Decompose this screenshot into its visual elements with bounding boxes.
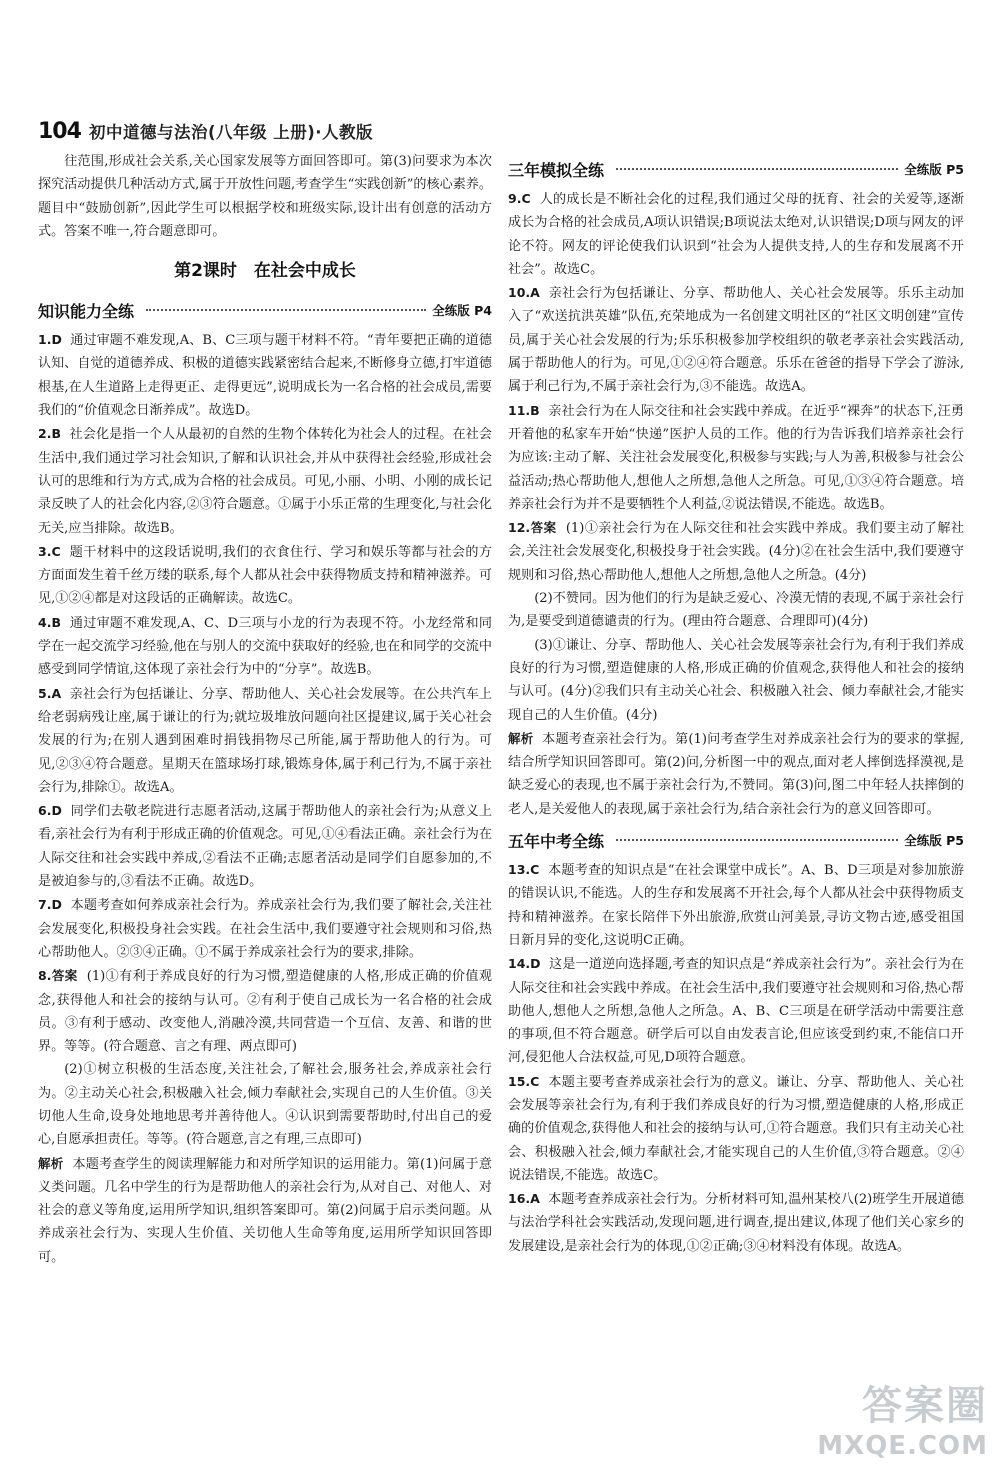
question-number: 8.答案 xyxy=(38,968,78,984)
question-number: 12.答案 xyxy=(508,520,557,536)
book-title: 初中道德与法治(八年级 上册)·人教版 xyxy=(88,123,374,142)
question-number: 14.D xyxy=(508,956,541,972)
answer-item xyxy=(38,328,492,422)
answer-text: (1)①亲社会行为在人际交往和社会实践中养成。我们要主动了解社会,关注社会发展变化,积极投身于社会实践。(4分)②在社会生活中,我们要遵守规则和习俗,热心帮助他人,想他人之所想,急他人之所急。(4分) xyxy=(508,521,965,583)
answer-text: 题干材料中的这段话说明,我们的衣食住行、学习和娱乐等都与社会的方方面面发生着千丝万缕的联系,每个人都从社会中获得物质支持和精神滋养。可见,①②④都是对这段话的正确解读。故选C。 xyxy=(38,544,492,607)
answer-item xyxy=(508,1187,964,1258)
right-column xyxy=(508,150,964,1258)
section-name: 三年模拟全练 xyxy=(508,160,605,180)
answer-text: 社会化是指一个人从最初的自然的生物个体转化为社会人的过程。在社会生活中,我们通过学习社会知识,了解和认识社会,并从中获得社会经验,形成社会认可的思维和行为方式,成为合格的社会成员。可见,小丽、小明、小刚的成长记录反映了人的社会化内容,②③符合题意。①属于小乐正常的生理变化,与社会化无关,应当排除。故选B。 xyxy=(38,427,493,536)
question-number: 3.C xyxy=(38,543,61,559)
question-number: 11.B xyxy=(508,402,540,418)
answer-item xyxy=(508,281,964,398)
analysis-label: 解析 xyxy=(508,730,534,746)
question-number: 7.D xyxy=(38,897,62,913)
answer-text: 通过审题不难发现,A、C、D三项与小龙的行为表现不符。小龙经常和同学在一起交流学习经验,他在与别人的交流中获取好的经验,也在和同学的交流中感受到同学情谊,这体现了亲社会行为中的“分享”。故选B。 xyxy=(38,615,492,678)
question-number: 2.B xyxy=(38,426,61,442)
answer-text-part2: (2)不赞同。因为他们的行为是缺乏爱心、冷漠无情的表现,不属于亲社会行为,是要受到道德谴责的行为。(理由符合题意、合理即可)(4分) xyxy=(508,591,964,630)
answer-item xyxy=(38,893,492,964)
watermark-logo-text: 答案圈 xyxy=(862,1383,988,1429)
section-header-three-year xyxy=(508,154,964,184)
question-number: 10.A xyxy=(508,285,540,301)
question-number: 16.A xyxy=(508,1191,540,1207)
answer-text: 通过审题不难发现,A、B、C三项与题干材料不符。“青年要把正确的道德认知、自觉的道德养成、积极的道德实践紧密结合起来,不断修身立德,打牢道德根基,在人生道路上走得更正、走得更远”,说明成长为一名合格的社会成员,需要我们的“价值观念日渐养成”。故选D。 xyxy=(38,333,492,419)
section-ref: 全练版 P4 xyxy=(432,303,492,319)
section-ref: 全练版 P5 xyxy=(904,833,964,849)
analysis-text: 本题考查亲社会行为。第(1)问考查学生对养成亲社会行为的要求的掌握,结合所学知识回答即可。第(2)问,分析图一中的观点,面对老人摔倒选择漠视,是缺乏爱心的表现,也不属于亲社会行为,不赞同。第(3)问,图二中年轻人扶摔倒的老人,是关爱他人的表现,属于亲社会行为,结合亲社会行为的意义回答即可。 xyxy=(508,731,964,817)
answer-item xyxy=(508,187,964,281)
page-header xyxy=(38,112,638,150)
answer-item xyxy=(38,682,492,799)
watermark xyxy=(817,1374,988,1461)
analysis-label: 解析 xyxy=(38,1155,64,1171)
answer-item xyxy=(38,611,492,682)
answer-text: 这是一道逆向选择题,考查的知识点是“养成亲社会行为”。亲社会行为在人际交往和社会实践中养成。在社会生活中,我们要遵守社会规则和习俗,热心帮助他人,想他人之所想,急他人之所急。A、B、C三项是在研学活动中需要注意的事项,但不符合题意。研学后可以自由发表言论,但应该受到约束,不能信口开河,侵犯他人合法权益,可见,D项符合题意。 xyxy=(508,957,964,1066)
analysis-text: 本题考查学生的阅读理解能力和对所学知识的运用能力。第(1)问属于意义类问题。几名中学生的行为是帮助他人的亲社会行为,从对自己、对他人、对社会的意义等角度,运用所学知识,组织答案即可。第(2)问属于启示类问题。从养成亲社会行为、实现人生价值、关切他人生命等角度,运用所学知识回答即可。 xyxy=(38,1156,492,1265)
watermark-url: MXQE.COM xyxy=(817,1431,988,1461)
section-divider xyxy=(616,168,898,170)
answer-text: 亲社会行为包括谦让、分享、帮助他人、关心社会发展等。乐乐主动加入了“欢送抗洪英雄”队伍,充荣地成为一名创建文明社区的“社区文明创建”宣传员,属于关心社会发展的行为;乐乐积极参加学校组织的敬老孝亲社会实践活动,属于帮助他人的行为。可见,①②④符合题意。乐乐在爸爸的指导下学会了游泳,属于利己行为,不属于亲社会行为,③不能选。故选A。 xyxy=(508,286,965,395)
answer-item xyxy=(508,1070,964,1187)
section-name: 知识能力全练 xyxy=(38,301,135,321)
answer-text: 本题考查如何养成亲社会行为。养成亲社会行为,我们要了解社会,关注社会发展变化,积极投身社会实践。在社会生活中,我们要遵守社会规则和习俗,热心帮助他人。②③④正确。①不属于养成亲社会行为的要求,排除。 xyxy=(38,898,493,960)
question-number: 15.C xyxy=(508,1073,540,1089)
answer-text: (1)①有利于养成良好的行为习惯,塑造健康的人格,形成正确的价值观念,获得他人和社会的接纳与认可。②有利于使自己成长为一名合格的社会成员。③有利于感动、改变他人,消融冷漠,共同营造一个互信、友善、和谐的世界。等等。(符合题意、言之有理、两点即可) xyxy=(38,969,492,1055)
answer-text-part3: (3)①谦让、分享、帮助他人、关心社会发展等亲社会行为,有利于我们养成良好的行为习惯,塑造健康的人格,形成正确的价值观念,获得他人和社会的接纳与认可。(4分)②我们只有主动关心社会、积极融入社会、倾力奉献社会,才能实现自己的人生价值。(4分) xyxy=(508,637,964,723)
answer-item-12 xyxy=(508,516,964,587)
answer-item xyxy=(38,422,492,539)
question-number: 9.C xyxy=(508,191,531,206)
answer-text: 同学们去敬老院进行志愿者活动,这属于帮助他人的亲社会行为;从意义上看,亲社会行为有利于形成正确的价值观念。可见,①④看法正确。亲社会行为在人际交往和社会实践中养成,②看法不正确;志愿者活动是同学们自愿参加的,不是被迫参与的,③看法不正确。故选D。 xyxy=(38,804,492,890)
answer-text-part2: (2)①树立积极的生活态度,关注社会,了解社会,服务社会,养成亲社会行为。②主动关心社会,积极融入社会,倾力奉献社会,实现自己的人生价值。③关切他人生命,设身处地地思考并善待他人。④认识到需要帮助时,付出自己的爱心,自愿承担责任。等等。(符合题意,言之有理,三点即可) xyxy=(38,1062,492,1148)
answer-text: 人的成长是不断社会化的过程,我们通过父母的抚育、社会的关爱等,逐渐成长为合格的社会成员,A项认识错误;B项说法太绝对,认识错误;D项与网友的评论不符。网友的评论使我们认识到“社会为人提供支持,人的生存和发展离不开社会”。故选C。 xyxy=(508,192,964,277)
answer-item-8 xyxy=(38,964,492,1058)
analysis-paragraph xyxy=(508,727,964,821)
section-header-knowledge xyxy=(38,295,492,325)
section-name: 五年中考全练 xyxy=(508,831,605,851)
answer-item xyxy=(508,399,964,516)
answer-text: 本题主要考查养成亲社会行为的意义。谦让、分享、帮助他人、关心社会发展等亲社会行为,有利于我们养成良好的行为习惯,塑造健康的人格,形成正确的价值观念,获得他人和社会的接纳与认可,①符合题意。我们只有主动关心社会、积极融入社会,倾力奉献社会,才能实现自己的人生价值,③符合题意。②④说法错误,不能选。故选C。 xyxy=(508,1074,965,1183)
question-number: 1.D xyxy=(38,332,62,348)
question-number: 6.D xyxy=(38,803,62,819)
question-number: 13.C xyxy=(508,862,540,878)
answer-item xyxy=(508,952,964,1069)
left-column xyxy=(38,150,492,1269)
answer-text: 本题考查的知识点是“在社会课堂中成长”。A、B、D三项是对参加旅游的错误认识,不能选。人的生存和发展离不开社会,每个人都从社会中获得物质支持和精神滋养。在家长陪伴下外出旅游,欣赏山河美景,寻访文物古迹,感受祖国日新月异的变化,这说明C正确。 xyxy=(508,863,965,948)
answer-text: 亲社会行为在人际交往和社会实践中养成。在近乎“裸奔”的状态下,汪勇开着他的私家车开始“快递”医护人员的工作。他的行为告诉我们培养亲社会行为应该:主动了解、关注社会发展变化,积极参与实践;与人为善,积极参与社会公益活动;热心帮助他人,想他人之所想,急他人之所急。可见,①③④符合题意。培养亲社会行为并不是要牺牲个人利益,②说法错误,不能选。故选B。 xyxy=(508,403,964,512)
question-number: 4.B xyxy=(38,614,61,630)
analysis-paragraph xyxy=(38,1152,492,1269)
lesson-title: 第2课时 在社会中成长 xyxy=(174,261,356,282)
intro-paragraph: 往范围,形成社会关系,关心国家发展等方面回答即可。第(3)问要求为本次探究活动提供几种活动方式,属于开放性问题,考查学生“实践创新”的核心素养。题目中“鼓励创新”,因此学生可以根据学校和班级实际,设计出有创意的活动方式。答案不唯一,符合题意即可。 xyxy=(38,154,492,239)
page-number: 104 xyxy=(38,118,81,144)
section-divider xyxy=(146,309,426,311)
answer-item xyxy=(508,858,964,952)
section-divider xyxy=(616,839,898,841)
section-ref: 全练版 P5 xyxy=(904,162,964,177)
answer-item xyxy=(38,799,492,893)
section-header-five-year xyxy=(508,825,964,855)
question-number: 5.A xyxy=(38,685,62,701)
answer-text: 亲社会行为包括谦让、分享、帮助他人、关心社会发展等。在公共汽车上给老弱病残让座,属于谦让的行为;就垃圾堆放问题向社区提建议,属于关心社会发展的行为;在别人遇到困难时捐钱捐物尽己所能,属于帮助他人的行为。可见,②③④符合题意。星期天在篮球场打球,锻炼身体,属于利己行为,不属于亲社会行为,排除①。故选A。 xyxy=(38,686,493,795)
answer-item xyxy=(38,540,492,611)
answer-text: 本题考查养成亲社会行为。分析材料可知,温州某校八(2)班学生开展道德与法治学科社会实践活动,发现问题,进行调查,提出建议,体现了他们关心家乡的发展建设,是亲社会行为的体现,①②正确;③④材料没有体现。故选A。 xyxy=(508,1192,964,1254)
